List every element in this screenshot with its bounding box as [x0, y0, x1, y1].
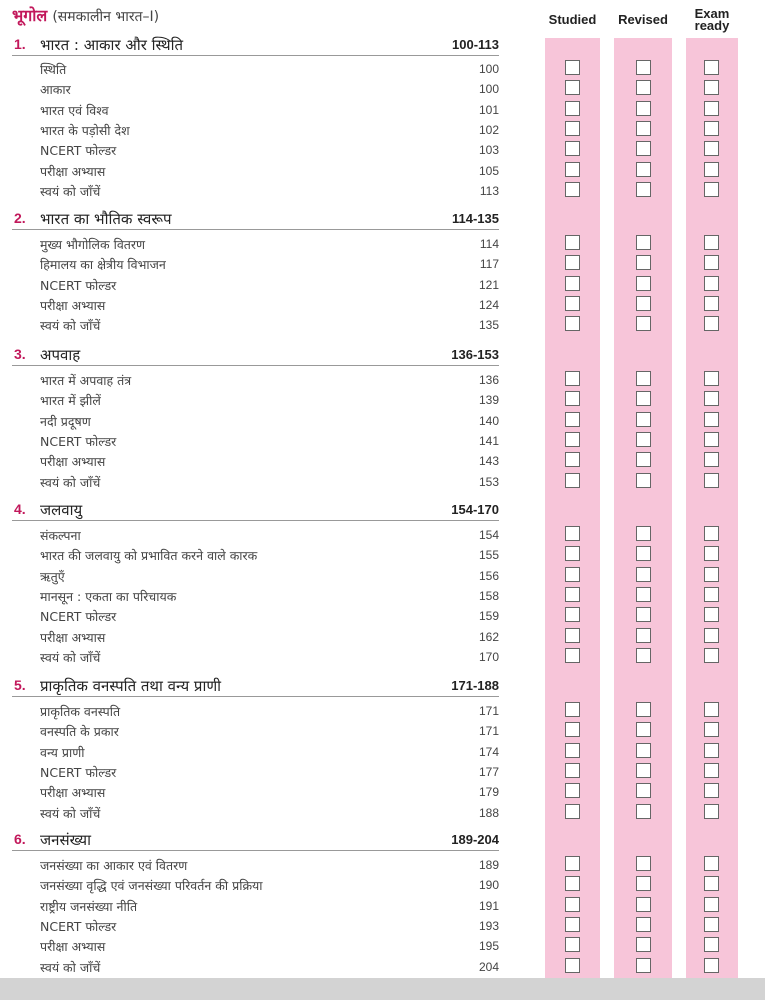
topic-row: [40, 545, 499, 565]
revised-checkbox[interactable]: [636, 80, 651, 95]
revised-checkbox[interactable]: [636, 897, 651, 912]
studied-checkbox[interactable]: [565, 182, 580, 197]
topic-row: [40, 525, 499, 545]
studied-checkbox[interactable]: [565, 473, 580, 488]
revised-checkbox[interactable]: [636, 391, 651, 406]
topic-row: [40, 803, 499, 823]
topic-label: भारत में झीलें: [40, 393, 101, 409]
revised-checkbox[interactable]: [636, 567, 651, 582]
studied-checkbox[interactable]: [565, 432, 580, 447]
topic-label: NCERT फोल्डर: [40, 764, 117, 780]
revised-checkbox[interactable]: [636, 121, 651, 136]
revised-checkbox[interactable]: [636, 141, 651, 156]
topic-row: [40, 721, 499, 741]
revised-checkbox[interactable]: [636, 937, 651, 952]
topic-label: परीक्षा अभ्यास: [40, 454, 106, 470]
topic-row: [40, 855, 499, 875]
chapter-number: 6.: [14, 831, 26, 847]
studied-checkbox[interactable]: [565, 60, 580, 75]
studied-checkbox[interactable]: [565, 958, 580, 973]
topic-page: 204: [478, 959, 499, 974]
topic-row: [40, 586, 499, 606]
exam-ready-checkbox[interactable]: [704, 452, 719, 467]
topic-page: 162: [478, 629, 499, 644]
topic-row: [40, 315, 499, 335]
exam-ready-checkbox[interactable]: [704, 412, 719, 427]
exam-ready-checkbox[interactable]: [704, 567, 719, 582]
revised-checkbox[interactable]: [636, 182, 651, 197]
topic-label: NCERT फोल्डर: [40, 143, 117, 159]
revised-checkbox[interactable]: [636, 804, 651, 819]
studied-checkbox[interactable]: [565, 162, 580, 177]
studied-checkbox[interactable]: [565, 546, 580, 561]
chapter-heading: [12, 677, 499, 697]
topic-page: 113: [479, 183, 499, 198]
exam-ready-checkbox[interactable]: [704, 743, 719, 758]
topic-row: [40, 79, 499, 99]
exam-ready-checkbox[interactable]: [704, 432, 719, 447]
topic-label: भारत की जलवायु को प्रभावित करने वाले कारक: [40, 548, 258, 564]
chapter-page-range: 171-188: [451, 678, 499, 693]
topic-row: [40, 254, 499, 274]
exam-ready-checkbox[interactable]: [704, 628, 719, 643]
topic-label: राष्ट्रीय जनसंख्या नीति: [40, 898, 138, 914]
topic-page: 191: [478, 898, 499, 913]
topic-label: स्वयं को जाँचें: [40, 183, 101, 199]
exam-ready-checkbox[interactable]: [704, 648, 719, 663]
topic-page: 190: [478, 878, 499, 893]
topic-page: 136: [478, 373, 499, 387]
topic-row: [40, 701, 499, 721]
studied-checkbox[interactable]: [565, 607, 580, 622]
topic-row: [40, 875, 499, 895]
chapter-heading: [12, 346, 499, 366]
topic-row: [40, 896, 499, 916]
exam-ready-checkbox[interactable]: [704, 235, 719, 250]
chapter-page-range: 154-170: [451, 502, 499, 517]
studied-checkbox[interactable]: [565, 121, 580, 136]
chapter-number: 3.: [14, 346, 26, 362]
revised-checkbox[interactable]: [636, 412, 651, 427]
chapter-title: अपवाह: [40, 346, 81, 364]
topic-page: 121: [478, 277, 499, 292]
topic-page: 141: [478, 433, 499, 448]
topic-page: 124: [478, 297, 499, 312]
topic-page: 140: [478, 413, 499, 428]
topic-label: भारत के पड़ोसी देश: [40, 122, 130, 138]
topic-label: भारत में अपवाह तंत्र: [40, 373, 132, 388]
exam-ready-checkbox[interactable]: [704, 722, 719, 737]
studied-checkbox[interactable]: [565, 316, 580, 331]
topic-row: [40, 566, 499, 586]
topic-label: मुख्य भौगोलिक वितरण: [40, 237, 146, 252]
topic-row: [40, 957, 499, 977]
exam-ready-checkbox[interactable]: [704, 60, 719, 75]
topic-page: 100: [478, 82, 499, 97]
studied-checkbox[interactable]: [565, 587, 580, 602]
exam-ready-checkbox[interactable]: [704, 607, 719, 622]
studied-checkbox[interactable]: [565, 856, 580, 871]
topic-page: 135: [478, 318, 499, 333]
exam-ready-checkbox[interactable]: [704, 876, 719, 891]
exam-ready-checkbox[interactable]: [704, 296, 719, 311]
topic-label: भारत एवं विश्व: [40, 102, 109, 118]
studied-checkbox[interactable]: [565, 101, 580, 116]
chapter-heading: [12, 501, 499, 521]
topic-label: मानसून : एकता का परिचायक: [40, 588, 177, 604]
topic-row: [40, 472, 499, 492]
topic-label: हिमालय का क्षेत्रीय विभाजन: [40, 257, 166, 273]
topic-label: स्वयं को जाँचें: [40, 649, 101, 665]
chapter-page-range: 136-153: [451, 347, 499, 362]
topic-label: NCERT फोल्डर: [40, 433, 117, 449]
topic-page: 171: [478, 724, 499, 739]
topic-label: जनसंख्या का आकार एवं वितरण: [40, 858, 188, 873]
studied-checkbox[interactable]: [565, 763, 580, 778]
topic-page: 177: [478, 764, 499, 779]
topic-row: [40, 390, 499, 410]
revised-checkbox[interactable]: [636, 546, 651, 561]
topic-label: NCERT फोल्डर: [40, 609, 117, 625]
topic-label: संकल्पना: [40, 528, 81, 543]
topic-page: 105: [478, 163, 499, 178]
topic-page: 155: [478, 548, 499, 563]
topic-label: स्वयं को जाँचें: [40, 318, 101, 334]
revised-checkbox[interactable]: [636, 432, 651, 447]
studied-checkbox[interactable]: [565, 876, 580, 891]
topic-row: [40, 100, 499, 120]
topic-label: जनसंख्या वृद्धि एवं जनसंख्या परिवर्तन की प्रक्रिया: [40, 878, 263, 894]
exam-ready-checkbox[interactable]: [704, 546, 719, 561]
page-title: [12, 4, 159, 26]
topic-page: 195: [478, 939, 499, 954]
chapter-page-range: 114-135: [452, 211, 499, 226]
chapter-heading: [12, 36, 499, 56]
topic-row: [40, 647, 499, 667]
revised-checkbox[interactable]: [636, 958, 651, 973]
revised-checkbox[interactable]: [636, 296, 651, 311]
studied-checkbox[interactable]: [565, 722, 580, 737]
topic-page: 156: [478, 568, 499, 583]
exam-ready-checkbox[interactable]: [704, 917, 719, 932]
chapter-title: भारत का भौतिक स्वरूप: [40, 210, 172, 228]
exam-ready-checkbox[interactable]: [704, 316, 719, 331]
topic-row: [40, 234, 499, 254]
exam-ready-checkbox[interactable]: [704, 255, 719, 270]
topic-row: [40, 451, 499, 471]
exam-ready-checkbox[interactable]: [704, 80, 719, 95]
chapter-title: प्राकृतिक वनस्पति तथा वन्य प्राणी: [40, 677, 222, 695]
topic-label: परीक्षा अभ्यास: [40, 297, 106, 313]
exam-ready-checkbox[interactable]: [704, 937, 719, 952]
chapter-page-range: 189-204: [451, 832, 499, 847]
topic-page: 100: [478, 62, 499, 76]
subject-subtitle: (समकालीन भारत–I): [52, 9, 160, 25]
topic-label: परीक्षा अभ्यास: [40, 163, 106, 179]
exam-ready-checkbox[interactable]: [704, 856, 719, 871]
topic-page: 103: [478, 143, 499, 158]
topic-page: 188: [478, 805, 499, 820]
revised-checkbox[interactable]: [636, 371, 651, 386]
topic-label: NCERT फोल्डर: [40, 918, 117, 934]
exam-ready-checkbox[interactable]: [704, 958, 719, 973]
topic-page: 170: [478, 649, 499, 664]
chapter-number: 4.: [14, 501, 26, 517]
revised-checkbox[interactable]: [636, 316, 651, 331]
topic-label: आकार: [40, 82, 71, 98]
revised-checkbox[interactable]: [636, 917, 651, 932]
topic-label: वनस्पति के प्रकार: [40, 724, 119, 740]
topic-row: [40, 742, 499, 762]
chapter-title: जलवायु: [40, 501, 83, 519]
revised-checkbox[interactable]: [636, 473, 651, 488]
exam-ready-checkbox[interactable]: [704, 391, 719, 406]
studied-checkbox[interactable]: [565, 804, 580, 819]
studied-checkbox[interactable]: [565, 783, 580, 798]
topic-label: प्राकृतिक वनस्पति: [40, 704, 121, 719]
chapter-title: जनसंख्या: [40, 831, 91, 849]
topic-row: [40, 606, 499, 626]
revised-checkbox[interactable]: [636, 452, 651, 467]
exam-ready-checkbox[interactable]: [704, 121, 719, 136]
topic-page: 174: [478, 744, 499, 759]
exam-ready-checkbox[interactable]: [704, 897, 719, 912]
topic-page: 159: [478, 609, 499, 624]
exam-ready-checkbox[interactable]: [704, 141, 719, 156]
topic-page: 154: [478, 528, 499, 542]
topic-row: [40, 59, 499, 79]
topic-page: 158: [478, 588, 499, 603]
studied-checkbox[interactable]: [565, 255, 580, 270]
topic-page: 153: [478, 474, 499, 489]
revised-checkbox[interactable]: [636, 255, 651, 270]
studied-checkbox[interactable]: [565, 452, 580, 467]
studied-checkbox[interactable]: [565, 526, 580, 541]
revised-checkbox[interactable]: [636, 648, 651, 663]
topic-label: परीक्षा अभ्यास: [40, 939, 106, 955]
subject-title: भूगोल: [12, 6, 48, 25]
topic-label: स्वयं को जाँचें: [40, 474, 101, 490]
topic-row: [40, 275, 499, 295]
exam-ready-column: [686, 38, 738, 978]
topic-page: 139: [478, 393, 499, 408]
topic-row: [40, 936, 499, 956]
revised-checkbox[interactable]: [636, 628, 651, 643]
revised-checkbox[interactable]: [636, 722, 651, 737]
studied-checkbox[interactable]: [565, 702, 580, 717]
topic-page: 102: [478, 122, 499, 137]
studied-checkbox[interactable]: [565, 917, 580, 932]
revised-checkbox[interactable]: [636, 607, 651, 622]
studied-checkbox[interactable]: [565, 235, 580, 250]
exam-ready-checkbox[interactable]: [704, 473, 719, 488]
revised-checkbox[interactable]: [636, 587, 651, 602]
topic-row: [40, 411, 499, 431]
chapter-heading: [12, 210, 499, 230]
exam-ready-checkbox[interactable]: [704, 804, 719, 819]
studied-checkbox[interactable]: [565, 567, 580, 582]
studied-checkbox[interactable]: [565, 648, 580, 663]
topic-row: [40, 782, 499, 802]
footer-bar: [0, 978, 765, 1000]
topic-label: NCERT फोल्डर: [40, 277, 117, 293]
topic-row: [40, 627, 499, 647]
exam-ready-checkbox[interactable]: [704, 587, 719, 602]
column-header-studied: Studied: [548, 12, 597, 27]
revised-checkbox[interactable]: [636, 856, 651, 871]
studied-checkbox[interactable]: [565, 937, 580, 952]
chapter-heading: [12, 831, 499, 851]
topic-page: 193: [478, 918, 499, 933]
exam-ready-checkbox[interactable]: [704, 763, 719, 778]
revised-checkbox[interactable]: [636, 101, 651, 116]
revised-checkbox[interactable]: [636, 276, 651, 291]
topic-row: [40, 181, 499, 201]
topic-row: [40, 161, 499, 181]
topic-label: नदी प्रदूषण: [40, 413, 91, 429]
topic-page: 117: [479, 257, 499, 272]
revised-checkbox[interactable]: [636, 526, 651, 541]
topic-page: 143: [478, 454, 499, 469]
topic-row: [40, 762, 499, 782]
studied-checkbox[interactable]: [565, 371, 580, 386]
topic-page: 171: [478, 704, 499, 718]
exam-ready-checkbox[interactable]: [704, 162, 719, 177]
revised-column: [614, 38, 672, 978]
studied-checkbox[interactable]: [565, 141, 580, 156]
column-header-revised: Revised: [618, 12, 668, 27]
chapter-number: 5.: [14, 677, 26, 693]
topic-label: स्वयं को जाँचें: [40, 959, 101, 975]
revised-checkbox[interactable]: [636, 162, 651, 177]
revised-checkbox[interactable]: [636, 702, 651, 717]
topic-page: 189: [478, 858, 499, 872]
topic-label: ऋतुएँ: [40, 568, 65, 584]
revised-checkbox[interactable]: [636, 763, 651, 778]
revised-checkbox[interactable]: [636, 235, 651, 250]
topic-label: परीक्षा अभ्यास: [40, 785, 106, 801]
topic-row: [40, 431, 499, 451]
column-header-exam-ready: Exam ready: [694, 6, 730, 33]
revised-checkbox[interactable]: [636, 743, 651, 758]
exam-ready-checkbox[interactable]: [704, 276, 719, 291]
exam-ready-checkbox[interactable]: [704, 182, 719, 197]
topic-page: 114: [479, 237, 499, 251]
topic-row: [40, 120, 499, 140]
topic-label: वन्य प्राणी: [40, 744, 85, 760]
topic-row: [40, 140, 499, 160]
exam-ready-checkbox[interactable]: [704, 526, 719, 541]
exam-ready-checkbox[interactable]: [704, 101, 719, 116]
topic-page: 179: [478, 785, 499, 800]
topic-label: परीक्षा अभ्यास: [40, 629, 106, 645]
exam-ready-checkbox[interactable]: [704, 702, 719, 717]
exam-ready-checkbox[interactable]: [704, 783, 719, 798]
studied-column: [545, 38, 600, 978]
studied-checkbox[interactable]: [565, 628, 580, 643]
studied-checkbox[interactable]: [565, 743, 580, 758]
studied-checkbox[interactable]: [565, 296, 580, 311]
topic-row: [40, 295, 499, 315]
studied-checkbox[interactable]: [565, 412, 580, 427]
topic-row: [40, 370, 499, 390]
chapter-number: 1.: [14, 36, 26, 52]
revised-checkbox[interactable]: [636, 783, 651, 798]
chapter-number: 2.: [14, 210, 26, 226]
exam-ready-checkbox[interactable]: [704, 371, 719, 386]
studied-checkbox[interactable]: [565, 897, 580, 912]
chapter-title: भारत : आकार और स्थिति: [40, 36, 184, 54]
studied-checkbox[interactable]: [565, 391, 580, 406]
revised-checkbox[interactable]: [636, 876, 651, 891]
topic-row: [40, 916, 499, 936]
topic-label: स्थिति: [40, 62, 67, 77]
chapter-page-range: 100-113: [452, 37, 499, 52]
topic-label: स्वयं को जाँचें: [40, 805, 101, 821]
studied-checkbox[interactable]: [565, 80, 580, 95]
topic-page: 101: [478, 102, 499, 117]
revised-checkbox[interactable]: [636, 60, 651, 75]
studied-checkbox[interactable]: [565, 276, 580, 291]
